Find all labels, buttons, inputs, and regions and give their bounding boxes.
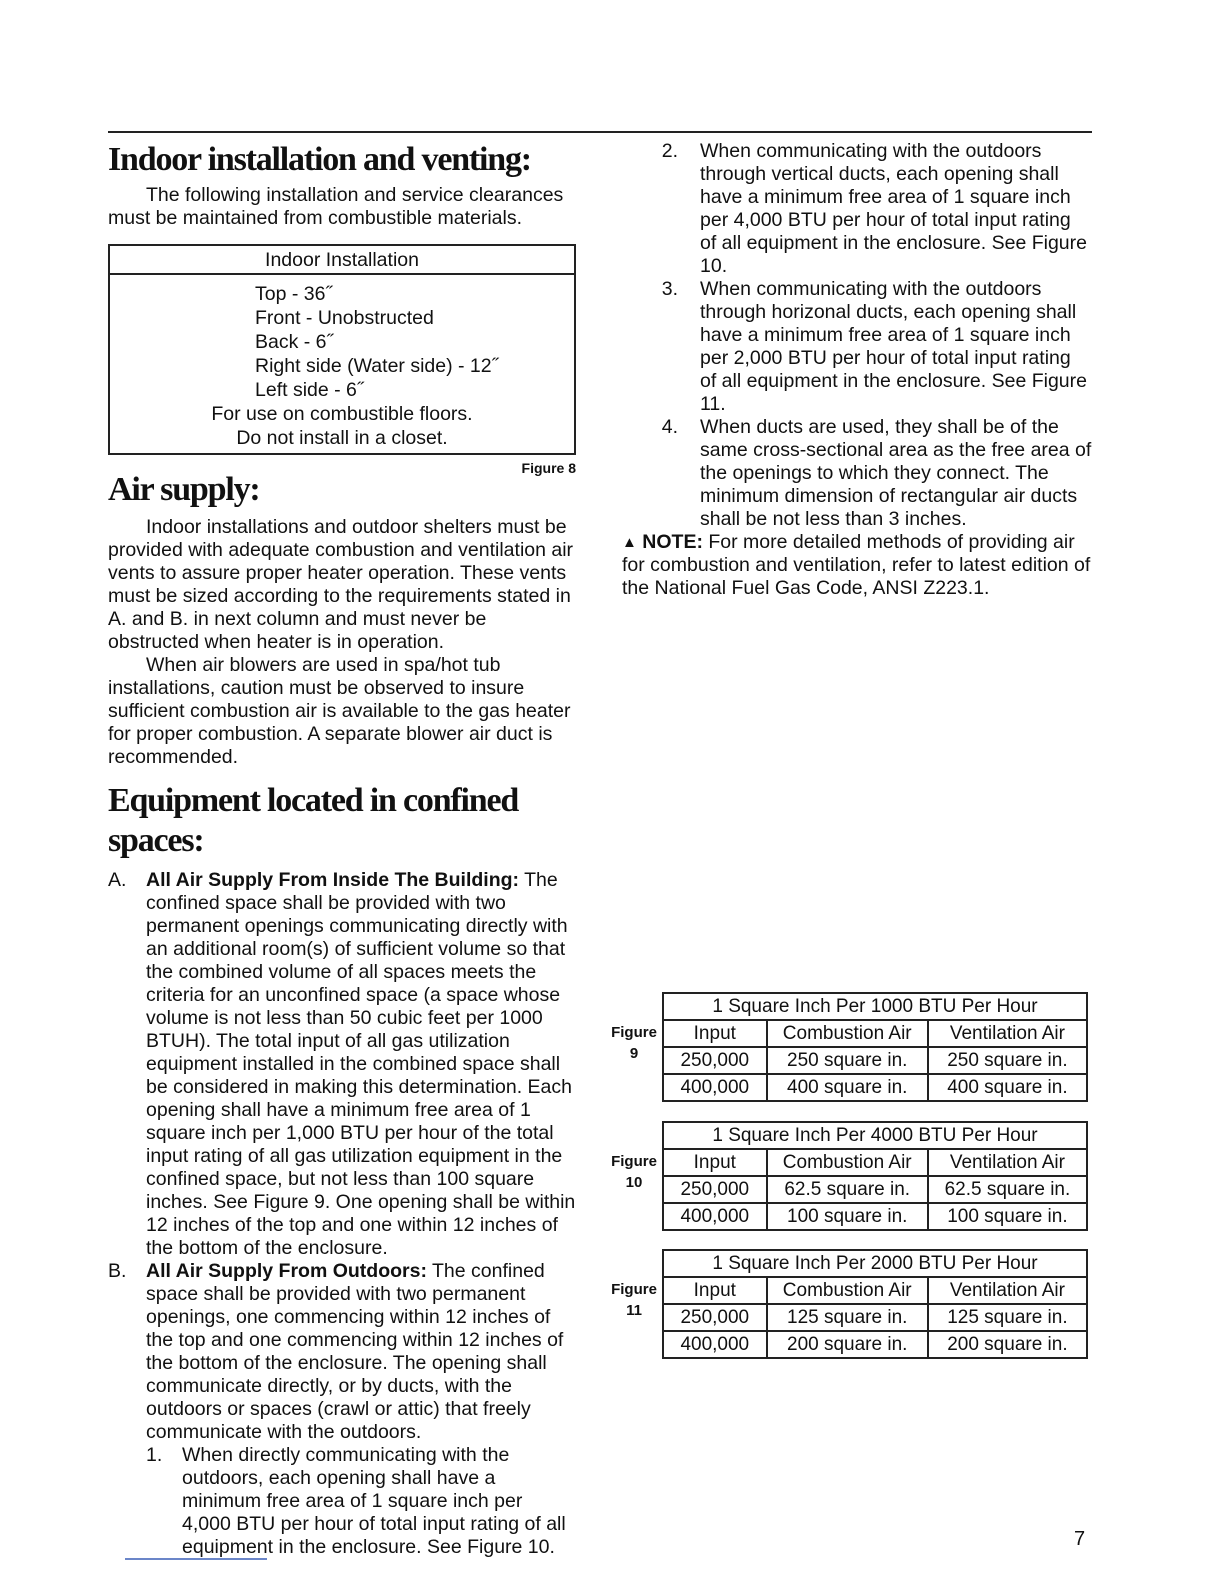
table-cell: 200 square in. [767,1331,928,1358]
table-row [663,1047,1087,1074]
figure-label: Figure 9 [611,1024,657,1062]
table-row [663,1331,1087,1358]
air-supply-heading: Air supply: [108,471,260,508]
table-cell: 250,000 [663,1176,767,1203]
air-supply-paragraph: Indoor installations and outdoor shelters must be provided with adequate combustion and ventilation air vents to assure proper heater operation. These vents must be sized according to the requirements stated in A. and B. in next column and must never be obstructed when heater is in operation. [108,516,574,653]
table-title-row [663,1122,1087,1149]
clearance-box-header: Indoor Installation [110,246,574,275]
figure-label: Figure 11 [611,1281,657,1319]
table-cell: 62.5 square in. [767,1176,928,1203]
note-text: For more detailed methods of providing air for combustion and ventilation, refer to latest edition of the National Fuel Gas Code, ANSI Z223.1. [622,531,1091,599]
table-title-row [663,993,1087,1020]
clearance-item: Left side - 6˝ [255,379,364,401]
table-cell: 400 square in. [928,1074,1087,1101]
table-cell: 125 square in. [928,1304,1087,1331]
list-marker: B. [108,1260,127,1282]
clearance-box [108,244,576,455]
note-paragraph [622,531,1092,600]
list-marker: 2. [661,140,678,162]
clearance-item: Top - 36˝ [255,283,332,305]
list-item [622,140,1092,278]
list-item-b1 [146,1444,576,1559]
list-item-title: All Air Supply From Outdoors: [146,1260,427,1282]
left-column [108,140,576,1559]
table-header-row [663,1277,1087,1304]
table-cell: 125 square in. [767,1304,928,1331]
column-header: Input [663,1277,767,1304]
table-cell: 250 square in. [928,1047,1087,1074]
list-item-text: The confined space shall be provided with two permanent openings, one commencing within 12 inches of the top and one commencing within 12 inches of the bottom of the enclosure. The opening shall communicate directly, or by ducts, with the outdoors or spaces (crawl or attic) that freely communicate with the outdoors. [146,1260,564,1443]
figure-8-caption: Figure 8 [521,460,576,476]
table-cell: 200 square in. [928,1331,1087,1358]
clearance-note: Do not install in a closet. [236,427,448,449]
warning-triangle-icon: ▲ [622,534,637,551]
bottom-divider [125,1558,267,1560]
table-header-row [663,1020,1087,1047]
figure-10-table [662,1121,1088,1231]
clearance-item: Right side (Water side) - 12˝ [255,355,499,377]
column-header: Combustion Air [767,1149,928,1176]
top-rule [108,131,1092,133]
column-header: Ventilation Air [928,1277,1087,1304]
indoor-heading: Indoor installation and venting: [108,141,531,178]
column-header: Combustion Air [767,1020,928,1047]
table-cell: 62.5 square in. [928,1176,1087,1203]
column-header: Combustion Air [767,1277,928,1304]
list-marker: 1. [146,1444,163,1466]
table-title: 1 Square Inch Per 4000 BTU Per Hour [663,1122,1087,1149]
column-header: Ventilation Air [928,1020,1087,1047]
table-cell: 400,000 [663,1331,767,1358]
table-header-row [663,1149,1087,1176]
list-item-text: The confined space shall be provided with two permanent openings communicating directly with an additional room(s) of sufficient volume so that the combined volume of all spaces meets the criteria for an unconfined space (a space whose volume is not less than 50 cubic feet per 1000 BTUH). The total input of all gas utilization equipment installed in the combined space shall be considered in making this determination. Each opening shall have a minimum free area of 1 square inch per 1,000 BTU per hour of the total input rating of all gas utilization equipment in the confined space, but not less than 100 square inches. See Figure 9. One opening shall be within 12 inches of the top and one within 12 inches of the bottom of the enclosure. [146,869,576,1259]
column-header: Input [663,1020,767,1047]
table-row [663,1203,1087,1230]
note-label: NOTE: [642,531,703,553]
clearance-item: Front - Unobstructed [255,307,434,329]
table-cell: 250,000 [663,1047,767,1074]
list-item-text: When communicating with the outdoors through vertical ducts, each opening shall have a minimum free area of 1 square inch per 4,000 BTU per hour of total input rating of all equipment in the enclosure. See Figure 10. [700,140,1087,277]
column-header: Input [663,1149,767,1176]
table-cell: 100 square in. [928,1203,1087,1230]
list-marker: A. [108,869,127,891]
list-item-a [108,869,576,1260]
figure-label: Figure 10 [611,1153,657,1191]
column-header: Ventilation Air [928,1149,1087,1176]
page-number: 7 [1074,1528,1086,1550]
table-title: 1 Square Inch Per 2000 BTU Per Hour [663,1250,1087,1277]
list-item [622,278,1092,416]
clearance-note: For use on combustible floors. [211,403,473,425]
table-title: 1 Square Inch Per 1000 BTU Per Hour [663,993,1087,1020]
list-item-text: When directly communicating with the outdoors, each opening shall have a minimum free area of 1 square inch per 4,000 BTU per hour of total input rating of all equipment in the enclosure. See Figure 10. [182,1444,566,1558]
table-row [663,1304,1087,1331]
right-column [622,140,1092,600]
air-supply-paragraph: When air blowers are used in spa/hot tub installations, caution must be observed to insure sufficient combustion air is available to the gas heater for proper combustion. A separate blower air duct is recommended. [108,654,571,768]
table-title-row [663,1250,1087,1277]
figure-9-table [662,992,1088,1102]
list-item-text: When ducts are used, they shall be of the same cross-sectional area as the free area of the openings to which they connect. The minimum dimension of rectangular air ducts shall be not less than 3 inches. [700,416,1092,530]
clearance-box-body [110,275,574,453]
list-item [622,416,1092,531]
clearance-item: Back - 6˝ [255,331,334,353]
list-marker: 3. [661,278,678,300]
list-marker: 4. [661,416,678,438]
figure-11-table [662,1249,1088,1359]
table-row [663,1176,1087,1203]
table-cell: 400,000 [663,1203,767,1230]
table-row [663,1074,1087,1101]
list-item-b [108,1260,576,1444]
table-cell: 400,000 [663,1074,767,1101]
table-cell: 250,000 [663,1304,767,1331]
table-cell: 100 square in. [767,1203,928,1230]
indoor-intro: The following installation and service clearances must be maintained from combustible materials. [108,184,564,229]
confined-heading: Equipment located in confined spaces: [108,782,519,859]
table-cell: 400 square in. [767,1074,928,1101]
list-item-text: When communicating with the outdoors through horizonal ducts, each opening shall have a minimum free area of 1 square inch per 2,000 BTU per hour of total input rating of all equipment in the enclosure. See Figure 11. [700,278,1087,415]
list-item-title: All Air Supply From Inside The Building: [146,869,520,891]
table-cell: 250 square in. [767,1047,928,1074]
